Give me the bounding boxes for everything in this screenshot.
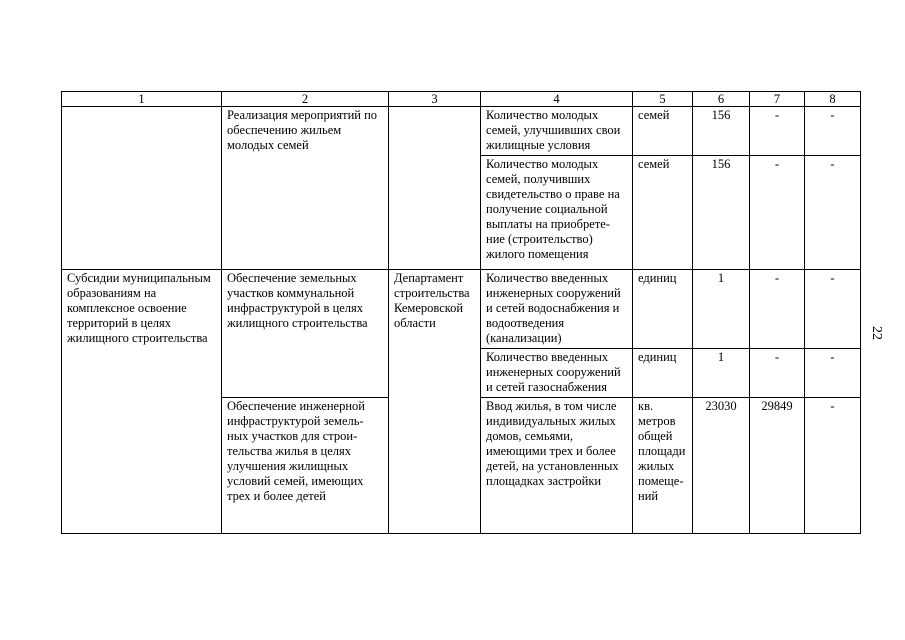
unit-cell: семей bbox=[633, 107, 693, 156]
column-number-row bbox=[62, 92, 861, 107]
activity-cell: Реализация мероприятий по обеспечению жильем молодых семей bbox=[222, 107, 389, 270]
indicator-name-cell: Ввод жилья, в том числе индивидуальных жилых домов, семьями, имеющими трех и более детей, на установленных площадках застройки bbox=[481, 398, 633, 534]
indicator-name-cell: Количество молодых семей, улучшивших свои жилищные условия bbox=[481, 107, 633, 156]
unit-cell: единиц bbox=[633, 349, 693, 398]
value-cell: 156 bbox=[693, 107, 750, 156]
column-number: 8 bbox=[805, 92, 861, 107]
indicator-name-cell: Количество молодых семей, получивших свидетельство о праве на получение социальной выплаты на приобрете-ние (строительство) жилого помещения bbox=[481, 156, 633, 270]
value-cell: - bbox=[750, 107, 805, 156]
program-cell: Субсидии муниципальным образованиям на комплексное освоение территорий в целях жилищного строительства bbox=[62, 270, 222, 534]
column-number: 7 bbox=[750, 92, 805, 107]
value-cell: - bbox=[805, 107, 861, 156]
value-cell: 156 bbox=[693, 156, 750, 270]
activity-cell: Обеспечение земельных участков коммунальной инфраструктурой в целях жилищного строительства bbox=[222, 270, 389, 398]
value-cell: 29849 bbox=[750, 398, 805, 534]
indicator-name-cell: Количество введенных инженерных сооружений и сетей водоснабжения и водоотведения (канализации) bbox=[481, 270, 633, 349]
executor-cell-empty bbox=[389, 107, 481, 270]
value-cell: - bbox=[750, 349, 805, 398]
indicator-name-cell: Количество введенных инженерных сооружений и сетей газоснабжения bbox=[481, 349, 633, 398]
page-number: 22 bbox=[869, 326, 884, 340]
value-cell: - bbox=[805, 398, 861, 534]
column-number: 5 bbox=[633, 92, 693, 107]
value-cell: 1 bbox=[693, 270, 750, 349]
value-cell: - bbox=[805, 349, 861, 398]
value-cell: - bbox=[805, 156, 861, 270]
table-row bbox=[62, 270, 861, 349]
value-cell: - bbox=[805, 270, 861, 349]
unit-cell: кв. метров общей площади жилых помеще-ний bbox=[633, 398, 693, 534]
value-cell: - bbox=[750, 270, 805, 349]
executor-cell: Департамент строительства Кемеровской области bbox=[389, 270, 481, 534]
column-number: 6 bbox=[693, 92, 750, 107]
unit-cell: единиц bbox=[633, 270, 693, 349]
column-number: 4 bbox=[481, 92, 633, 107]
program-table bbox=[61, 91, 861, 534]
value-cell: - bbox=[750, 156, 805, 270]
program-cell-empty bbox=[62, 107, 222, 270]
column-number: 3 bbox=[389, 92, 481, 107]
table-row bbox=[62, 107, 861, 156]
column-number: 2 bbox=[222, 92, 389, 107]
activity-cell: Обеспечение инженерной инфраструктурой земель-ных участков для строи-тельства жилья в целях улучшения жилищных условий семей, имеющих трех и более детей bbox=[222, 398, 389, 534]
column-number: 1 bbox=[62, 92, 222, 107]
value-cell: 23030 bbox=[693, 398, 750, 534]
value-cell: 1 bbox=[693, 349, 750, 398]
unit-cell: семей bbox=[633, 156, 693, 270]
